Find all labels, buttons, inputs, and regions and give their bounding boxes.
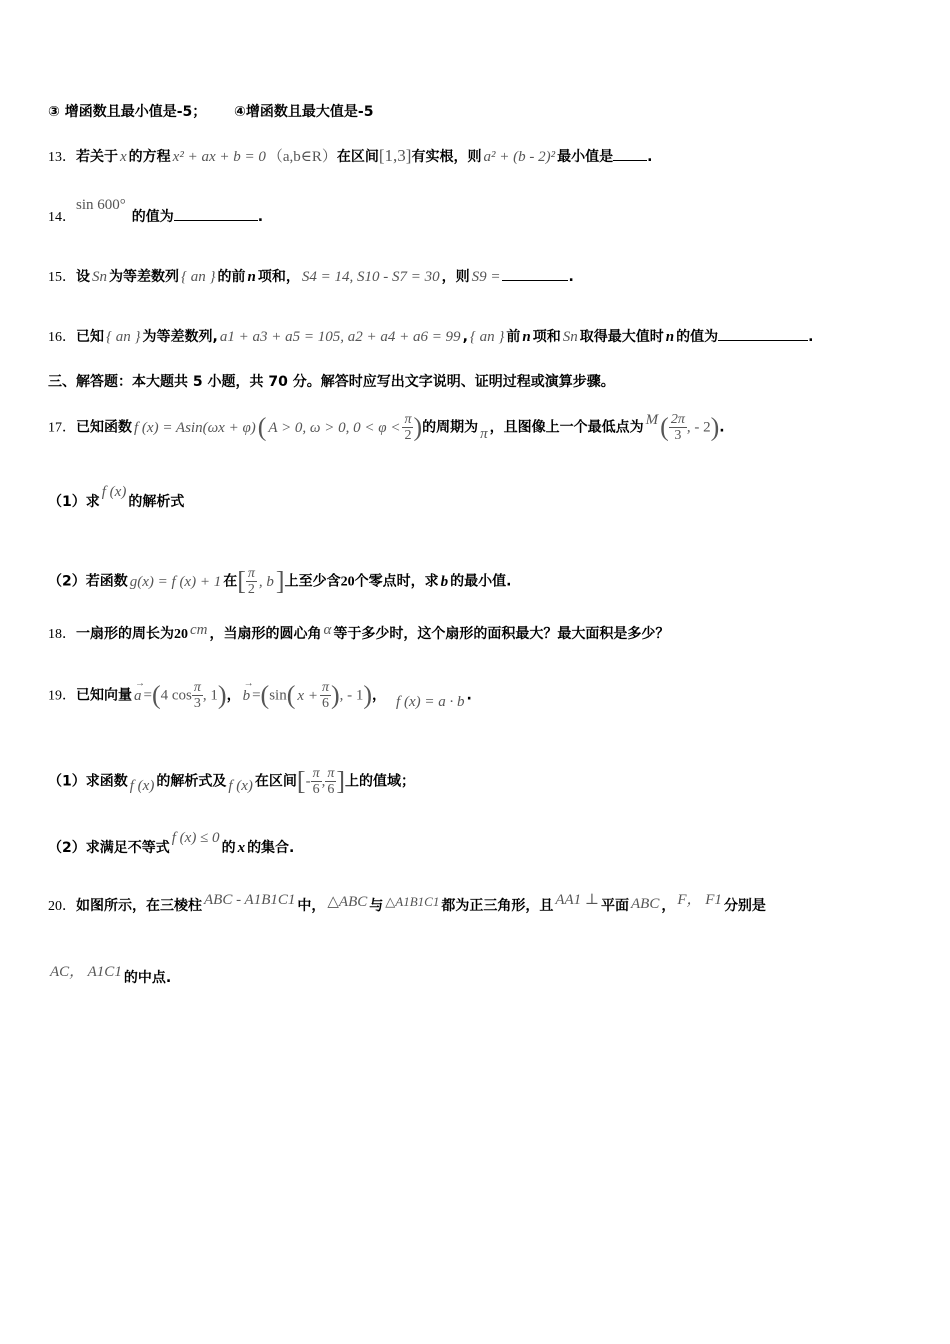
function-fx: f (x) (228, 777, 253, 794)
equals: = (252, 687, 261, 704)
question-17-part-1 (48, 484, 185, 512)
condition: （a,b∈R） (267, 149, 337, 165)
sum-sn: Sn (562, 329, 578, 345)
denominator: 6 (321, 696, 329, 711)
vector-arrow-icon: → (243, 677, 254, 689)
q19-text: ， (226, 687, 241, 704)
q16-text: 的值为 (676, 329, 719, 345)
triangle-abc: △ABC (327, 894, 368, 910)
section-heading: 三、解答题：本大题共 5 小题，共 70 分。解答时应写出文字说明、证明过程或演算步骤。 (48, 374, 615, 390)
q18-text: 一扇形的周长为 (76, 626, 174, 642)
period: π (480, 425, 488, 442)
q15-text: 项和， (257, 269, 300, 285)
answer-blank[interactable] (613, 146, 647, 161)
q12-options (48, 102, 373, 122)
question-number: 16． (48, 330, 76, 345)
function-def: f (x) = Asin(ωx + φ) (134, 419, 256, 436)
unit-cm: cm (190, 622, 208, 638)
function-def: f (x) = a · b (396, 693, 465, 710)
bracket: ] (275, 566, 285, 596)
bracket: ] (336, 766, 346, 796)
denominator: 3 (674, 428, 682, 443)
question-number: 20． (48, 899, 76, 914)
perimeter-value: 20 (174, 627, 188, 642)
part-text: 在区间 (254, 773, 297, 790)
sin: sin (269, 687, 287, 704)
q13-end: . (647, 149, 653, 165)
a-component: , 1 (202, 687, 218, 704)
points-f: F， F1 (677, 892, 722, 908)
q14-end: . (257, 209, 264, 225)
part-text: 的集合. (247, 840, 295, 856)
expression: a² + (b - 2)² (483, 149, 556, 165)
part-text: 的 (221, 840, 236, 856)
answer-blank[interactable] (174, 206, 258, 221)
part-text: 在 (223, 573, 238, 590)
fraction (246, 566, 257, 597)
part-text: 的解析式 (128, 494, 185, 510)
part-text: 个零点时，求 (354, 573, 439, 590)
q20-text: 的中点. (123, 970, 172, 986)
q20-text: 与 (369, 898, 384, 914)
function-fx: f (x) (129, 777, 155, 794)
q15-text: 设 (76, 269, 90, 285)
part-text: 上的值域； (345, 773, 416, 790)
option-3: ③ 增函数且最小值是-5； (48, 104, 207, 120)
numerator: π (327, 766, 335, 781)
part-label: （2）若函数 (48, 573, 128, 590)
var-n: n (522, 329, 531, 345)
count-20: 20 (340, 574, 355, 590)
q15-text: 的前 (217, 269, 246, 285)
q15-text: ，则 (441, 269, 470, 285)
paren: ) (330, 680, 340, 710)
q13-text: 有实根，则 (411, 149, 482, 165)
fraction (311, 766, 322, 797)
paren: ( (257, 412, 267, 442)
answer-blank[interactable] (502, 266, 568, 281)
denominator: 2 (247, 582, 255, 597)
plane-abc: ABC (631, 896, 660, 912)
question-20-cont (48, 964, 172, 988)
vector-arrow-icon: → (135, 677, 145, 689)
numerator: π (247, 566, 255, 581)
q17-end: . (719, 419, 725, 436)
question-number: 17． (48, 420, 76, 436)
fraction (669, 412, 687, 443)
numerator: π (193, 680, 201, 695)
question-17-part-2 (48, 566, 511, 597)
q18-text: ，当扇形的圆心角 (209, 626, 322, 642)
angle-alpha: α (323, 622, 332, 638)
vector-b (241, 677, 254, 704)
paren: ( (286, 680, 296, 710)
part-label: （2）求满足不等式 (48, 840, 170, 856)
sequence-an: { an } (469, 329, 505, 345)
q16-end: . (808, 329, 814, 345)
paren: ) (363, 680, 373, 710)
question-18 (48, 624, 669, 645)
point-y: , - 2 (686, 419, 711, 436)
question-number: 15． (48, 270, 76, 285)
vector-b-letter: b (242, 687, 251, 704)
perpendicular: AA1 ⊥ (555, 892, 600, 908)
denominator: 6 (327, 782, 335, 797)
question-14 (48, 197, 264, 228)
question-13 (48, 146, 652, 168)
sum-sn: Sn (92, 269, 107, 285)
a-component: 4 cos (160, 687, 192, 704)
denominator: 2 (404, 428, 412, 443)
paren: ( (260, 680, 270, 710)
var-n: n (665, 329, 675, 345)
fraction (325, 766, 336, 797)
part-text: 的最小值. (450, 573, 512, 590)
answer-blank[interactable] (718, 326, 808, 341)
question-19-part-1 (48, 766, 415, 797)
numerator: 2π (670, 412, 685, 427)
paren: ( (660, 412, 669, 442)
bracket: [ (296, 766, 306, 796)
question-number: 13． (48, 150, 76, 165)
prism: ABC - A1B1C1 (204, 892, 296, 908)
q16-text: 已知 (76, 329, 104, 345)
q20-text: 中， (297, 898, 326, 914)
triangle-a1b1c1: △A1B1C1 (385, 894, 440, 909)
paren: ) (217, 680, 227, 710)
q16-text: 为等差数列, (142, 329, 218, 345)
sum-s9: S9 = (471, 269, 501, 285)
q20-text: ， (661, 898, 676, 914)
paren: ( (151, 680, 161, 710)
var-x: x (237, 840, 246, 856)
part-label: （1）求 (48, 494, 100, 510)
q17-text: 已知函数 (76, 419, 132, 436)
q20-text: 都为正三角形，且 (441, 898, 554, 914)
inequality: f (x) ≤ 0 (171, 830, 220, 846)
q20-text: 分别是 (723, 898, 766, 914)
part-text: 的解析式及 (156, 773, 227, 790)
question-19-part-2 (48, 830, 295, 858)
expression: sin 600° (76, 197, 126, 213)
q13-text: 在区间 (336, 149, 379, 165)
var-x: x (120, 149, 127, 165)
part-text: 上至少含 (284, 573, 341, 590)
equals: = (143, 687, 152, 704)
q20-text: 平面 (601, 898, 630, 914)
q17-text: ，且图像上一个最低点为 (489, 419, 644, 436)
function-fx: f (x) (101, 484, 127, 500)
question-15 (48, 266, 574, 288)
q13-text: 若关于 (76, 149, 118, 165)
option-4: ④增函数且最大值是-5 (234, 104, 374, 120)
b-component: , - 1 (339, 687, 364, 704)
question-number: 19． (48, 688, 76, 704)
question-16 (48, 326, 813, 348)
var-b: b (440, 573, 449, 590)
minus: - (305, 773, 311, 790)
condition: S4 = 14, S10 - S7 = 30 (301, 269, 440, 285)
question-17 (48, 412, 725, 443)
q19-text: 已知向量 (76, 687, 132, 704)
denominator: 6 (312, 782, 320, 797)
paren: ) (413, 412, 423, 442)
fraction (320, 680, 331, 711)
var-b: , b (258, 573, 274, 590)
part-label: （1）求函数 (48, 773, 128, 790)
fraction (402, 412, 413, 443)
sequence-an: { an } (106, 329, 141, 345)
question-19 (48, 677, 472, 711)
numerator: π (404, 412, 412, 427)
condition: A > 0, ω > 0, 0 < φ < (268, 419, 401, 436)
q20-text: 如图所示，在三棱柱 (76, 898, 202, 914)
q18-text: 等于多少时，这个扇形的面积最大？最大面积是多少？ (333, 626, 670, 642)
points-ac: AC， A1C1 (50, 964, 122, 980)
question-number: 18． (48, 627, 76, 642)
q13-text: 的方程 (128, 149, 171, 165)
q15-text: 为等差数列 (109, 269, 179, 285)
equation: x² + ax + b = 0 (172, 149, 266, 165)
comma: , (321, 773, 326, 790)
b-arg: x + (297, 687, 318, 704)
q14-text: 的值为 (131, 209, 174, 225)
var-n: n (247, 269, 256, 285)
sequence-an: { an } (181, 269, 216, 285)
paren: ) (710, 412, 720, 442)
numerator: π (312, 766, 320, 781)
q16-text: 取得最大值时 (579, 329, 664, 345)
question-20 (48, 892, 766, 917)
q15-end: . (568, 269, 574, 285)
q13-text: 最小值是 (557, 149, 614, 165)
interval: [1,3] (378, 146, 412, 165)
q17-text: 的周期为 (422, 419, 479, 436)
point-m: M (645, 411, 659, 428)
vector-a-letter: a (134, 687, 142, 704)
q16-text: 前 (506, 329, 521, 345)
vector-a (132, 677, 145, 704)
numerator: π (321, 680, 329, 695)
condition: a1 + a3 + a5 = 105, a2 + a4 + a6 = 99 (219, 329, 461, 345)
q16-text: 项和 (532, 329, 561, 345)
function-gx: g(x) = f (x) + 1 (129, 573, 222, 590)
q19-text: ， (372, 687, 387, 704)
fraction (192, 680, 203, 711)
question-number: 14． (48, 210, 76, 225)
denominator: 3 (193, 696, 201, 711)
q16-text: , (462, 329, 468, 345)
q19-end: . (466, 687, 472, 704)
bracket: [ (237, 566, 246, 596)
